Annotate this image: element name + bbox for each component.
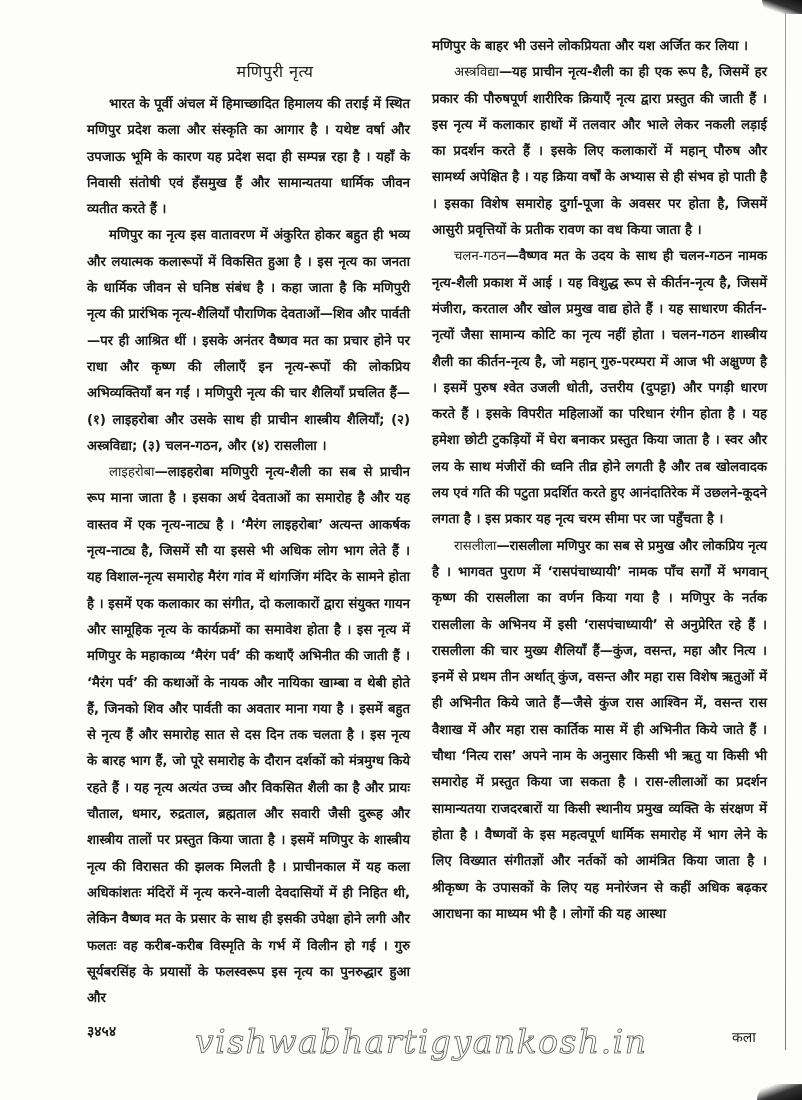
paragraph-intro: भारत के पूर्वी अंचल में हिमाच्छादित हिमालय की तराई में स्थित मणिपुर प्रदेश कला और संस्कृति का आगार है । यथेष्ट वर्षा और उपजाऊ भूमि के कारण यह प्रदेश सदा ही सम्पन्न रहा है । यहाँ के निवासी संतोषी एवं हँसमुख हैं और सामान्यतया धार्मिक जीवन व्यतीत करते हैं ।	[87, 97, 410, 218]
page-edge-line	[785, 10, 786, 1050]
paragraph-origins: मणिपुर का नृत्य इस वातावरण में अंकुरित होकर बहुत ही भव्य और लयात्मक कलारूपों में विकसित हुआ है । इस नृत्य का जनता के धार्मिक जीवन से घनिष्ठ संबंध है । कहा जाता है कि मणिपुरी नृत्य की प्रारंभिक नृत्य-शैलियाँ पौराणिक देवताओं—शिव और पार्वती—पर ही आश्रित थीं । इसके अनंतर वैष्णव मत का प्रचार होने पर राधा और कृष्ण की लीलाएँ इन नृत्य-रूपों की लोकप्रिय अभिव्यक्तियाँ बन गईं । मणिपुरी नृत्य की चार शैलियाँ प्रचलित हैं—(१) लाइहरोबा और उसके साथ ही प्राचीन शास्त्रीय शैलियाँ; (२) अस्त्रविद्या; (३) चलन-गठन, और (४) रासलीला ।	[87, 228, 410, 454]
page-edge-shadow-top	[762, 0, 802, 14]
left-column	[87, 92, 410, 1012]
paragraph-chalan-gathan: चलन-गठन—वैष्णव मत के उदय के साथ ही चलन-गठन नामक नृत्य-शैली प्रकाश में आई । यह विशुद्ध रूप से कीर्तन-नृत्य है, जिसमें मंजीरा, करताल और खोल प्रमुख वाद्य होते हैं । यह साधारण कीर्तन-नृत्यों जैसा सामान्य कोटि का नृत्य नहीं होता । चलन-गठन शास्त्रीय शैली का कीर्तन-नृत्य है, जो महान् गुरु-परम्परा में आज भी अक्षुण्ण है । इसमें पुरुष श्वेत उजली धोती, उत्तरीय (दुपट्टा) और पगड़ी धारण करते हैं । इसके विपरीत महिलाओं का परिधान रंगीन होता है । यह हमेशा छोटी टुकड़ियों में घेरा बनाकर प्रस्तुत किया जाता है । स्वर और लय के साथ मंजीरों की ध्वनि तीव्र होने लगती है और तब खोलवादक लय एवं गति की पटुता प्रदर्शित करते हुए आनंदातिरेक में उछलने-कूदने लगता है । इस प्रकार यह नृत्य चरम सीमा पर जा पहुँचता है ।	[432, 249, 767, 528]
right-column	[432, 34, 767, 928]
paragraph-laiharoba: लाइहरोबा—लाइहरोबा मणिपुरी नृत्य-शैली का सब से प्राचीन रूप माना जाता है । इसका अर्थ देवताओं का समारोह है और यह वास्तव में एक नृत्य-नाट्य है । ‘मैरंग लाइहरोबा’ अत्यन्त आकर्षक नृत्य-नाट्य है, जिसमें सौ या इससे भी अधिक लोग भाग लेते हैं । यह विशाल-नृत्य समारोह मैरंग गांव में थांगजिंग मंदिर के सामने होता है । इसमें एक कलाकार का संगीत, दो कलाकारों द्वारा संयुक्त गायन और सामूहिक नृत्य के कार्यक्रमों का समावेश होता है । इस नृत्य में मणिपुर के महाकाव्य ‘मैरंग पर्व’ की कथाएँ अभिनीत की जाती हैं । ‘मैरंग पर्व’ की कथाओं के नायक और नायिका खाम्बा व थेबी होते हैं, जिनको शिव और पार्वती का अवतार माना गया है । इसमें बहुत से नृत्य हैं और समारोह सात से दस दिन तक चलता है । इस नृत्य के बारह भाग हैं, जो पूरे समारोह के दौरान दर्शकों को मंत्रमुग्ध किये रहते हैं । यह नृत्य अत्यंत उच्च और विकसित शैली का है और प्रायः चौताल, धमार, रुद्रताल, ब्रह्मताल और सवारी जैसी दुरूह और शास्त्रीय तालों पर प्रस्तुत किया जाता है । इसमें मणिपुर के शास्त्रीय नृत्य की विरासत की झलक मिलती है । प्राचीनकाल में यह कला अधिकांशतः मंदिरों में नृत्य करने-वाली देवदासियों में ही निहित थी, लेकिन वैष्णव मत के प्रसार के साथ ही इसकी उपेक्षा होने लगी और फलतः वह करीब-करीब विस्मृति के गर्भ में विलीन हो गई । गुरु सूर्यबरसिंह के प्रयासों के फलस्वरूप इस नृत्य का पुनरुद्धार हुआ और	[87, 465, 410, 1007]
section-lead-astravidya: अस्त्रविद्या	[454, 65, 499, 81]
section-label: कला	[732, 1030, 756, 1046]
paragraph-astravidya: अस्त्रविद्या—यह प्राचीन नृत्य-शैली का ही एक रूप है, जिसमें हर प्रकार की पौरुषपूर्ण शारीरिक क्रियाएँ नृत्य द्वारा प्रस्तुत की जाती हैं । इस नृत्य में कलाकार हाथों में तलवार और भाले लेकर नकली लड़ाई का प्रदर्शन करते हैं । इसके लिए कलाकारों में महान् पौरुष और सामर्थ्य अपेक्षित है । यह क्रिया वर्षों के अभ्यास से ही संभव हो पाती है । इसका विशेष समारोह दुर्गा-पूजा के अवसर पर होता है, जिसमें आसुरी प्रवृत्तियों के प्रतीक रावण का वध किया जाता है ।	[432, 65, 767, 239]
article-title: मणिपुरी नृत्य	[236, 62, 314, 81]
page-number: ३४५४	[87, 1024, 117, 1040]
paragraph-raslila: रासलीला—रासलीला मणिपुर का सब से प्रमुख और लोकप्रिय नृत्य है । भागवत पुराण में ‘रासपंचाध्यायी’ नामक पाँच सर्गों में भगवान् कृष्ण की रासलीला का वर्णन किया गया है । मणिपुर के नर्तक रासलीला के अभिनय में इसी ‘रासपंचाध्यायी’ से अनुप्रेरित रहे हैं । रासलीला की चार मुख्य शैलियाँ हैं—कुंज, वसन्त, महा और नित्य । इनमें से प्रथम तीन अर्थात् कुंज, वसन्त और महा रास विशेष ऋतुओं में ही अभिनीत किये जाते हैं—जैसे कुंज रास आश्विन में, वसन्त रास वैशाख में और महा रास कार्तिक मास में ही अभिनीत किये जाते हैं । चौथा ‘नित्य रास’ अपने नाम के अनुसार किसी भी ऋतु या किसी भी समारोह में प्रस्तुत किया जा सकता है । रास-लीलाओं का प्रदर्शन सामान्यतया राजदरबारों या किसी स्थानीय प्रमुख व्यक्ति के संरक्षण में होता है । वैष्णवों के इस महत्वपूर्ण धार्मिक समारोह में भाग लेने के लिए विख्यात संगीतज्ञों और नर्तकों को आमंत्रित किया जाता है । श्रीकृष्ण के उपासकों के लिए यह मनोरंजन से कहीं अधिक बढ़कर आराधना का माध्यम भी है । लोगों की यह आस्था	[432, 538, 767, 922]
page-edge-shadow-bottom	[757, 1084, 802, 1100]
watermark: vishwabhartigyankosh.in	[195, 1022, 648, 1061]
section-lead-raslila: रासलीला	[454, 538, 497, 554]
section-lead-laiharoba: लाइहरोबा	[109, 465, 155, 481]
section-lead-chalan-gathan: चलन-गठन	[454, 249, 506, 265]
paragraph-continuation: मणिपुर के बाहर भी उसने लोकप्रियता और यश अर्जित कर लिया ।	[432, 39, 749, 54]
